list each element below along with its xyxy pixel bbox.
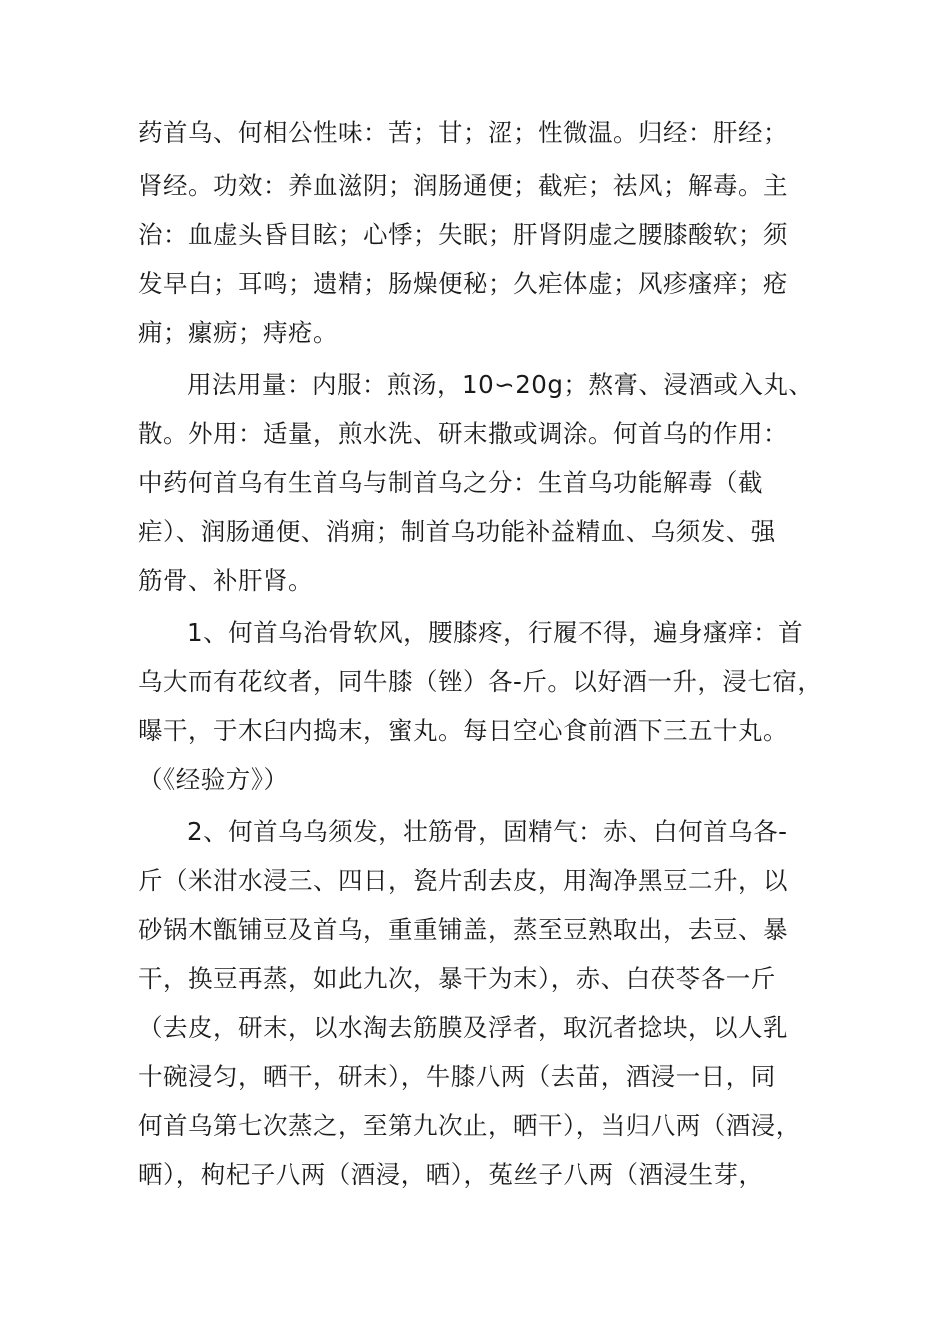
text-line-7: 散。外用：适量，煎水洗、研末撒或调涂。何首乌的作用： xyxy=(138,419,788,448)
text-line-21: 何首乌第七次蒸之，至第九次止，晒干），当归八两（酒浸， xyxy=(138,1111,801,1140)
text-line-3: 治：血虚头昏目眩；心悸；失眠；肝肾阴虚之腰膝酸软；须 xyxy=(138,220,788,249)
text-line-15: 2、何首乌乌须发，壮筋骨，固精气：赤、白何首乌各- xyxy=(187,817,788,846)
text-line-2: 肾经。功效：养血滋阴；润肠通便；截疟；祛风；解毒。主 xyxy=(138,171,788,200)
text-line-9: 疟）、润肠通便、消痈；制首乌功能补益精血、乌须发、强 xyxy=(138,517,776,546)
text-line-20: 十碗浸匀，晒干，研末），牛膝八两（去苗，酒浸一日，同 xyxy=(138,1062,776,1091)
text-line-6: 用法用量：内服：煎汤，10∽20g；熬膏、浸酒或入丸、 xyxy=(187,370,814,399)
text-line-10: 筋骨、补肝肾。 xyxy=(138,566,313,595)
text-line-14: （《经验方》） xyxy=(138,765,289,794)
text-line-4: 发早白；耳鸣；遗精；肠燥便秘；久疟体虚；风疹瘙痒；疮 xyxy=(138,269,788,298)
text-line-11: 1、何首乌治骨软风，腰膝疼，行履不得，遍身瘙痒：首 xyxy=(187,618,804,647)
text-line-13: 曝干，于木臼内捣末，蜜丸。每日空心食前酒下三五十丸。 xyxy=(138,716,788,745)
text-line-17: 砂锅木甑铺豆及首乌，重重铺盖，蒸至豆熟取出，去豆、暴 xyxy=(138,915,788,944)
text-line-22: 晒），枸杞子八两（酒浸，晒），菟丝子八两（酒浸生芽， xyxy=(138,1160,764,1189)
text-line-5: 痈；瘰疬；痔疮。 xyxy=(138,318,338,347)
text-line-19: （去皮，研末，以水淘去筋膜及浮者，取沉者捻块，以人乳 xyxy=(138,1013,788,1042)
text-line-1: 药首乌、何相公性味：苦；甘；涩；性微温。归经：肝经； xyxy=(138,118,788,147)
text-line-16: 斤（米泔水浸三、四日，瓷片刮去皮，用淘净黑豆二升，以 xyxy=(138,866,788,895)
text-line-8: 中药何首乌有生首乌与制首乌之分：生首乌功能解毒（截 xyxy=(138,468,763,497)
text-line-18: 干，换豆再蒸，如此九次，暴干为末），赤、白茯苓各一斤 xyxy=(138,964,776,993)
text-line-12: 乌大而有花纹者，同牛膝（锉）各-斤。以好酒一升，浸七宿， xyxy=(138,667,823,696)
